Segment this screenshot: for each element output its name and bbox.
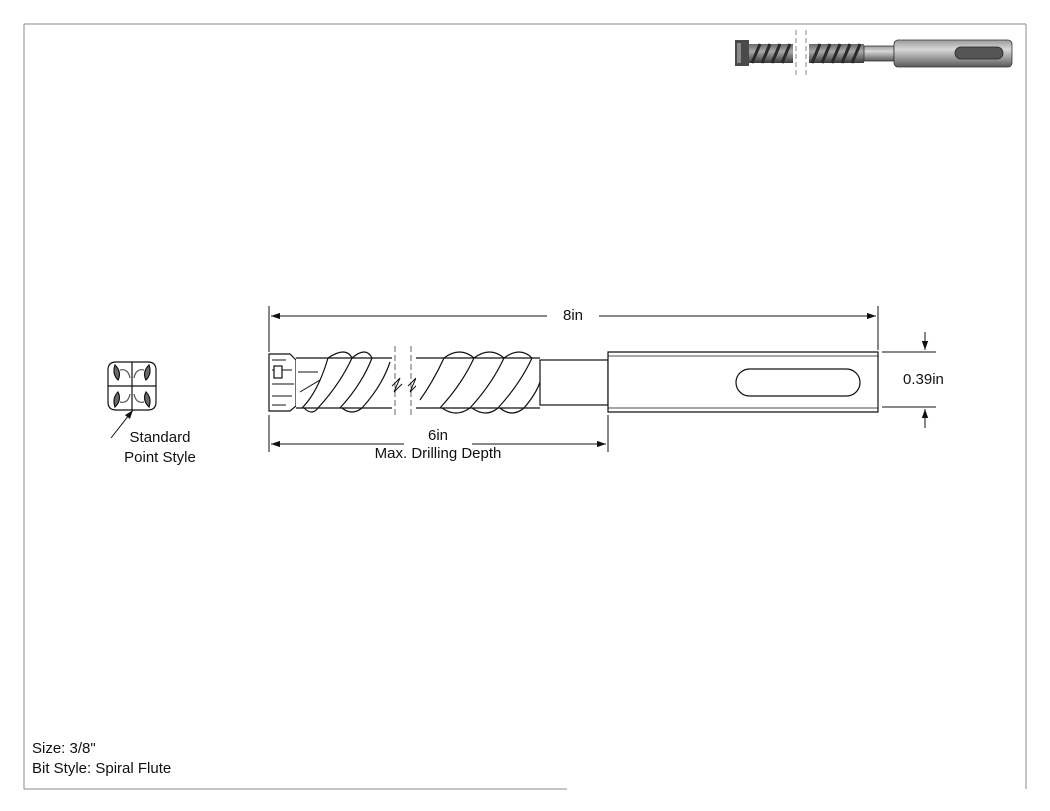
size-spec: Size: 3/8" (32, 740, 96, 757)
point-style-caption-line1: Standard (129, 429, 191, 446)
drilling-depth-label: 6in (427, 427, 449, 444)
overall-length-label: 8in (562, 307, 584, 324)
bit-style-spec: Bit Style: Spiral Flute (32, 760, 172, 777)
point-style-caption-line2: Point Style (124, 449, 196, 466)
point-end-view (108, 362, 156, 410)
shank-diameter-label: 0.39in (903, 371, 944, 388)
spec-block (32, 739, 171, 779)
bit-side-view (269, 346, 878, 418)
bit-thumbnail-view (735, 30, 1012, 76)
point-style-caption (100, 428, 220, 468)
drilling-depth-caption: Max. Drilling Depth (374, 445, 502, 462)
